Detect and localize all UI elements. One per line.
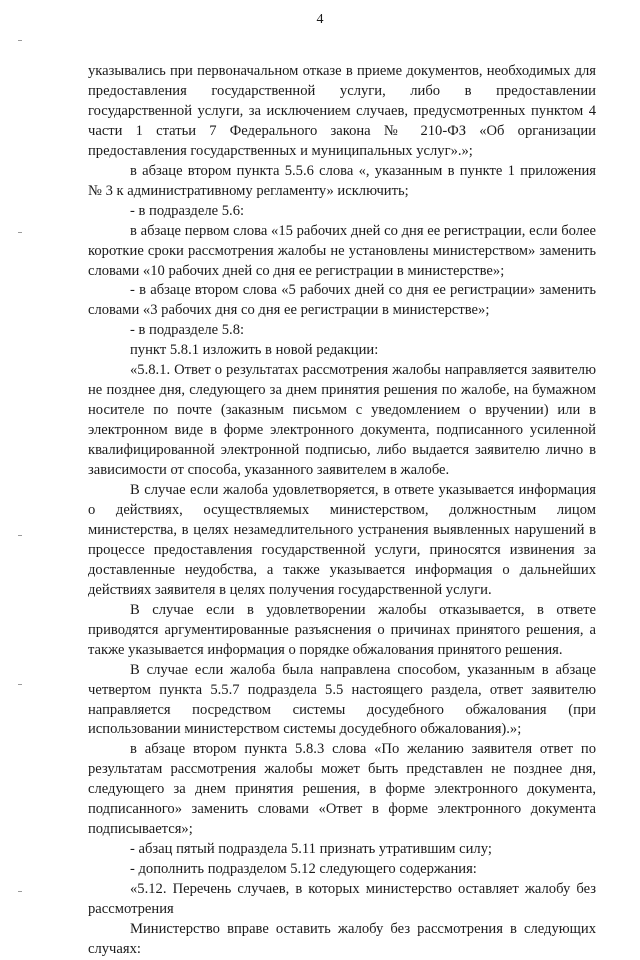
margin-mark: [18, 232, 22, 233]
margin-mark: [18, 684, 22, 685]
paragraph: указывались при первоначальном отказе в приеме документов, необходимых для предоставления государственной услуги, либо в предоставлении государственной услуги, за исключением случаев, предусмотренных пунктом 4 части 1 статьи 7 Федерального закона № 210-ФЗ «Об организации предоставления государственных и муниципальных услуг».»;: [88, 63, 596, 159]
paragraph: в абзаце втором пункта 5.8.3 слова «По желанию заявителя ответ по результатам рассмотрения жалобы может быть представлен не позднее дня, следующего за днем принятия решения, в форме электронного документа, подписанного» заменить словами «Ответ в форме электронного документа подписывается»;: [88, 741, 596, 838]
paragraph: - в абзаце втором слова «5 рабочих дней со дня ее регистрации» заменить словами «3 рабочих дня со дня ее регистрации в министерстве»;: [88, 282, 596, 319]
margin-mark: [18, 40, 22, 41]
paragraph: «5.8.1. Ответ о результатах рассмотрения жалобы направляется заявителю не позднее дня, следующего за днем принятия решения по жалобе, на бумажном носителе по почте (заказным письмом с уведомлением о вручении) или в электронном виде в форме электронного документа, подписанного усиленной квалифицированной электронной подписью, либо выдается заявителю лично в зависимости от способа, указанного заявителем в жалобе.: [88, 362, 596, 479]
paragraph: в абзаце первом слова «15 рабочих дней со дня ее регистрации, если более короткие сроки рассмотрения жалобы не установлены министерством» заменить словами «10 рабочих дней со дня ее регистрации в министерстве»;: [88, 222, 596, 279]
paragraph: Министерство вправе оставить жалобу без рассмотрения в следующих случаях:: [88, 920, 596, 957]
paragraph: В случае если жалоба была направлена способом, указанным в абзаце четвертом пункта 5.5.7 подраздела 5.5 настоящего раздела, ответ заявителю направляется посредством системы досудебного обжалования (при использовании министерством системы досудебного обжалования).»;: [88, 661, 596, 738]
margin-mark: [18, 891, 22, 892]
margin-mark: [18, 535, 22, 536]
paragraph: пункт 5.8.1 изложить в новой редакции:: [130, 342, 379, 359]
page-number: 4: [316, 12, 324, 27]
paragraph: - абзац пятый подраздела 5.11 признать утратившим силу;: [130, 841, 492, 858]
paragraph: В случае если жалоба удовлетворяется, в ответе указывается информация о действиях, осуществляемых министерством, должностным лицом министерства, в целях незамедлительного устранения выявленных нарушений в процессе предоставления государственной услуги, приносятся извинения за доставленные неудобства, а также указывается информация о дальнейших действиях заявителя в целях получения государственной услуги.: [88, 482, 596, 598]
paragraph: в абзаце втором пункта 5.5.6 слова «, указанным в пункте 1 приложения № 3 к административному регламенту» исключить;: [88, 162, 596, 199]
paragraph: «5.12. Перечень случаев, в которых министерство оставляет жалобу без рассмотрения: [88, 881, 596, 918]
paragraph: - дополнить подразделом 5.12 следующего содержания:: [130, 861, 477, 878]
document-body: [88, 62, 596, 960]
paragraph: - в подразделе 5.6:: [130, 202, 245, 219]
paragraph: - в подразделе 5.8:: [130, 322, 245, 339]
paragraph: В случае если в удовлетворении жалобы отказывается, в ответе приводятся аргументированные разъяснения о причинах принятого решения, а также указывается информация о порядке обжалования принятого решения.: [88, 601, 596, 658]
